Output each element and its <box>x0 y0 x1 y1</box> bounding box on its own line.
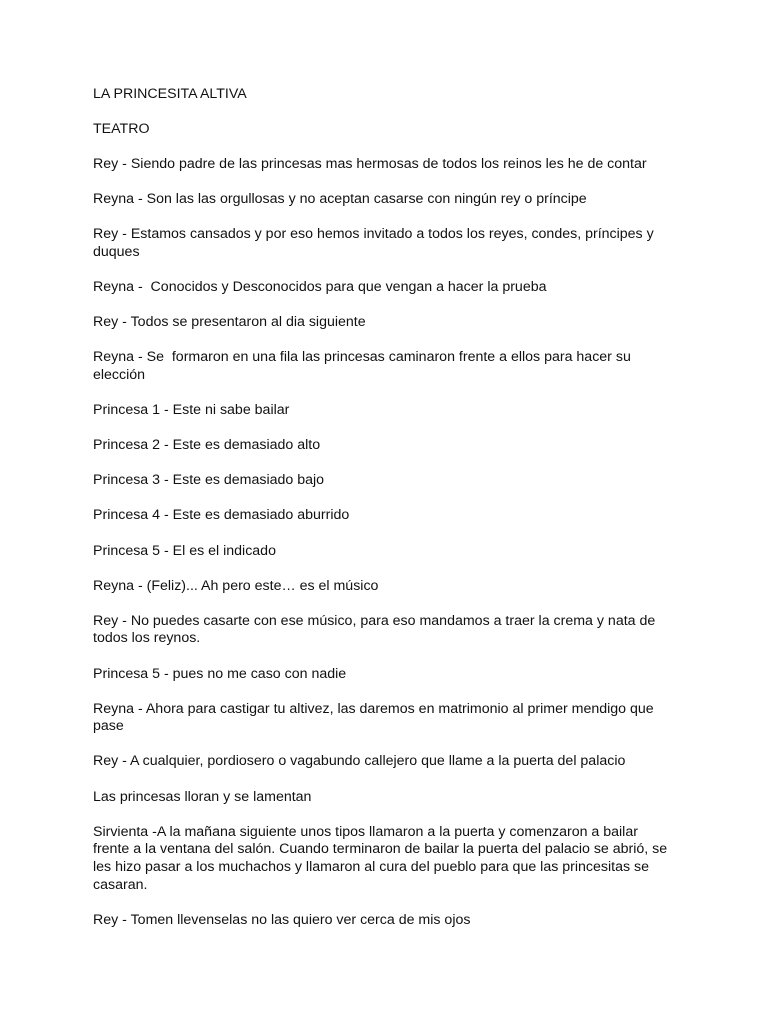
document-body <box>93 86 673 947</box>
stage-direction: Las princesas lloran y se lamentan <box>93 788 312 805</box>
document-title: LA PRINCESITA ALTIVA <box>93 86 247 102</box>
dialogue-line: Rey - Estamos cansados y por eso hemos invitado a todos los reyes, condes, príncipes y duques <box>93 226 658 261</box>
dialogue-line: Princesa 5 - El es el indicado <box>93 542 276 559</box>
dialogue-line: Rey - Todos se presentaron al dia siguiente <box>93 314 366 331</box>
dialogue-line: Princesa 2 - Este es demasiado alto <box>93 437 321 454</box>
dialogue-line: Reyna - Conocidos y Desconocidos para que vengan a hacer la prueba <box>93 279 547 296</box>
dialogue-line: Princesa 3 - Este es demasiado bajo <box>93 472 325 489</box>
dialogue-line: Princesa 1 - Este ni sabe bailar <box>93 402 290 419</box>
dialogue-line: Princesa 5 - pues no me caso con nadie <box>93 665 347 682</box>
dialogue-line: Rey - No puedes casarte con ese músico, para eso mandamos a traer la crema y nata de todos los reynos. <box>93 612 660 647</box>
document-genre: TEATRO <box>93 121 150 138</box>
dialogue-line: Reyna - Se formaron en una fila las princesas caminaron frente a ellos para hacer su elección <box>93 349 635 384</box>
dialogue-line: Princesa 4 - Este es demasiado aburrido <box>93 507 350 524</box>
dialogue-line: Reyna - (Feliz)... Ah pero este… es el músico <box>93 577 379 594</box>
dialogue-line: Rey - Siendo padre de las princesas mas hermosas de todos los reinos les he de contar <box>93 156 647 173</box>
dialogue-line: Reyna - Son las las orgullosas y no aceptan casarse con ningún rey o príncipe <box>93 191 587 208</box>
dialogue-line: Rey - A cualquier, pordiosero o vagabundo callejero que llame a la puerta del palacio <box>93 753 626 770</box>
dialogue-line: Rey - Tomen llevenselas no las quiero ver cerca de mis ojos <box>93 911 471 928</box>
dialogue-line: Sirvienta -A la mañana siguiente unos tipos llamaron a la puerta y comenzaron a bailar frente a la ventana del salón. Cuando terminaron de bailar la puerta del palacio se abrió, se les hizo pasar a los muchachos y llamaron al cura del pueblo para que las princesitas se casaran. <box>93 823 672 893</box>
dialogue-line: Reyna - Ahora para castigar tu altivez, las daremos en matrimonio al primer mendigo que pase <box>93 700 658 735</box>
